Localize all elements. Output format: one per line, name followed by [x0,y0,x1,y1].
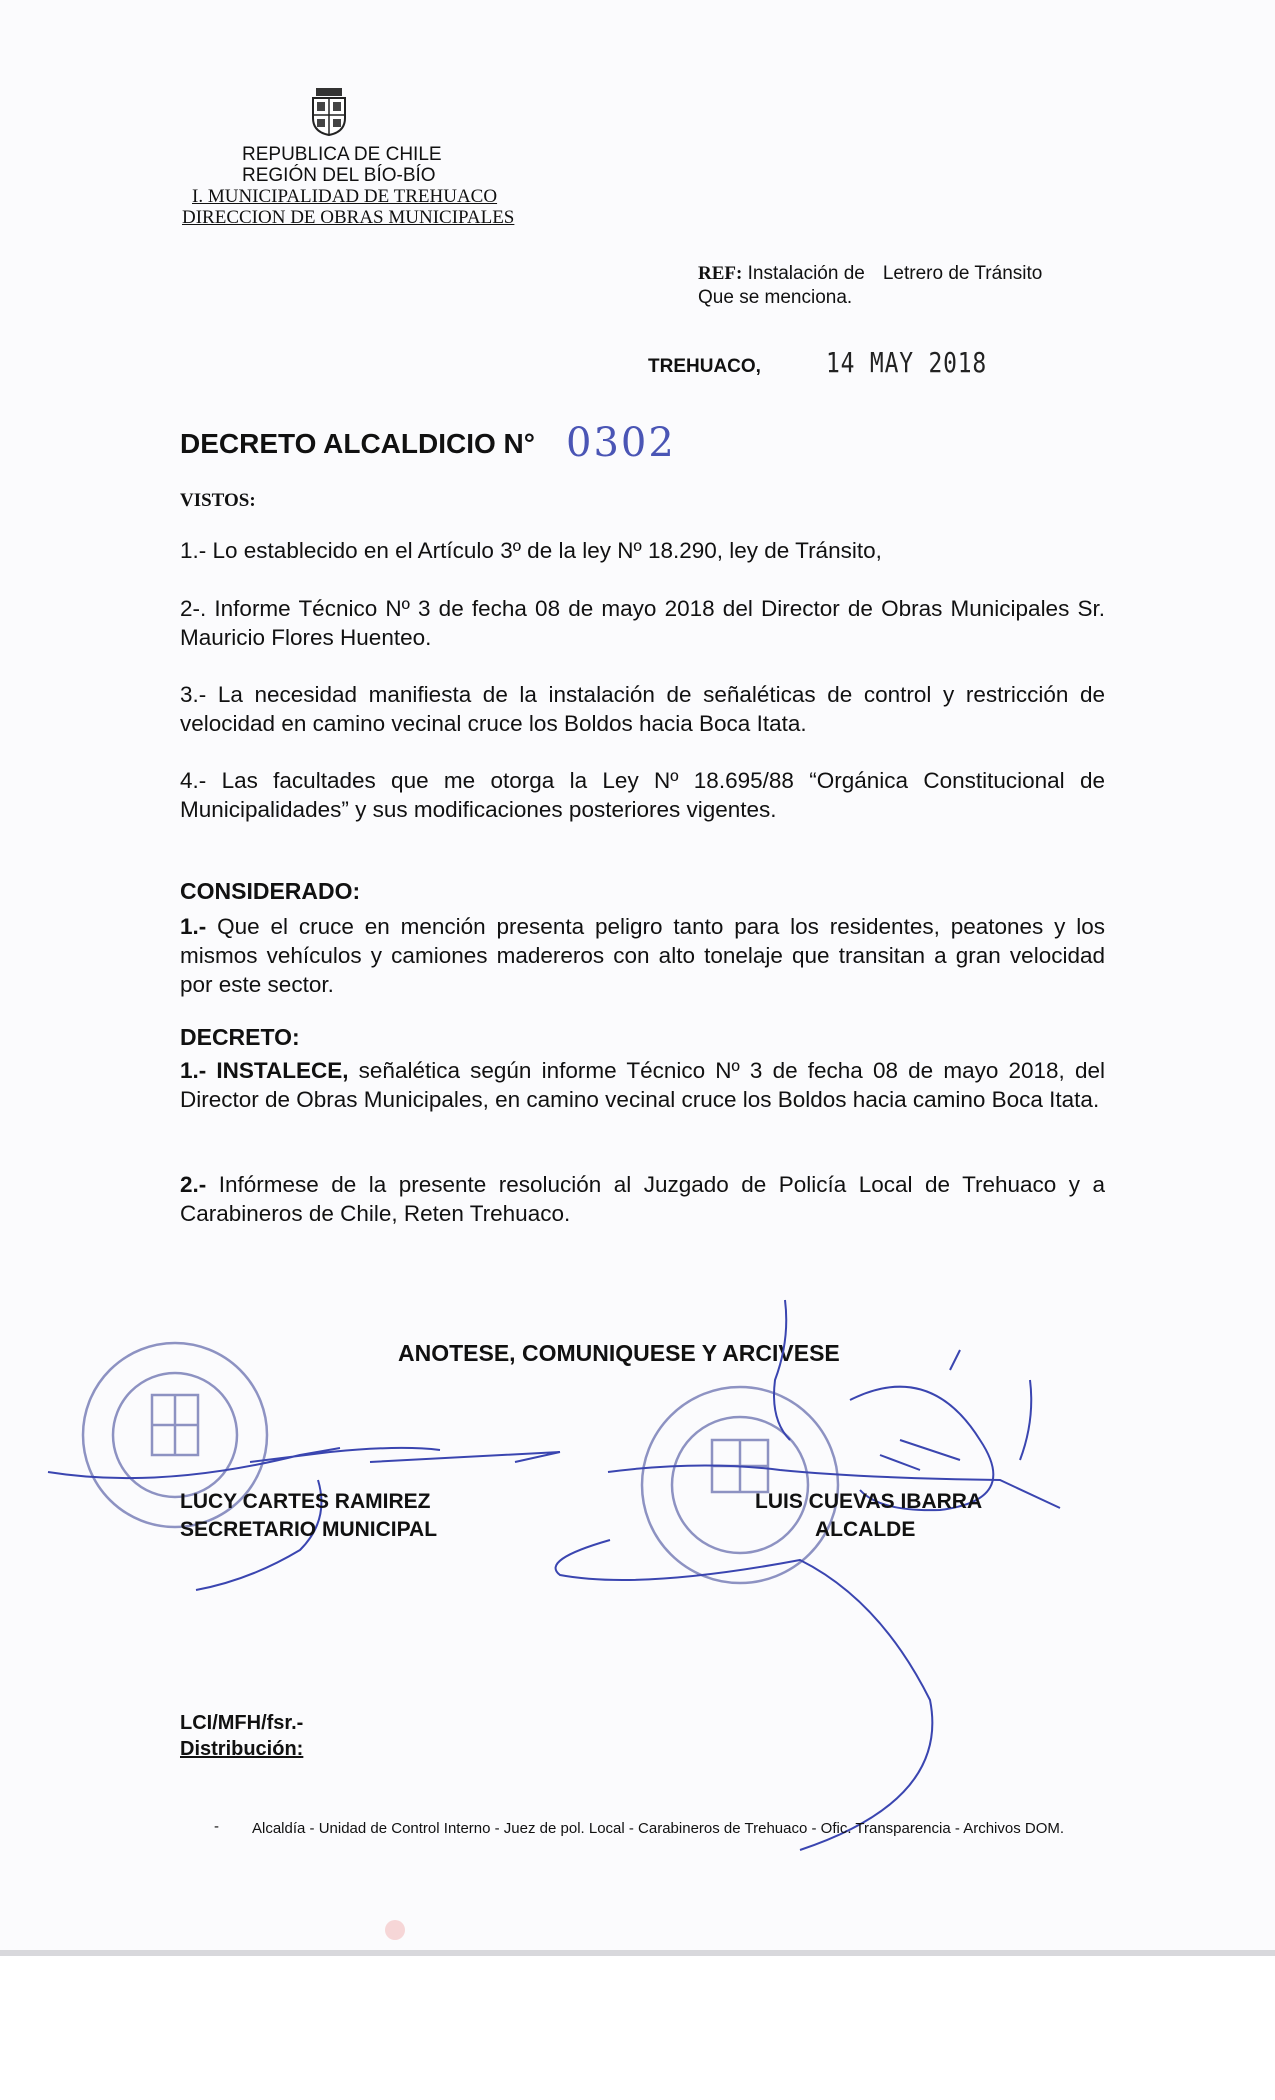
vistos-item-4: 4.- Las facultades que me otorga la Ley Nº 18.695/88 “Orgánica Constitucional de Municipalidades” y sus modificaciones posteriores vigentes. [180,768,1105,822]
considerado-heading: CONSIDERADO: [180,878,361,904]
mayor-title: ALCALDE [815,1518,916,1541]
vistos-item-2: 2-. Informe Técnico Nº 3 de fecha 08 de mayo 2018 del Director de Obras Municipales Sr. Mauricio Flores Huenteo. [180,596,1105,650]
decreto-heading: DECRETO: [180,1024,300,1050]
ref-line2: Que se menciona. [698,287,853,308]
vistos-item-3: 3.- La necesidad manifiesta de la instalación de señaléticas de control y restricción de velocidad en camino vecinal cruce los Boldos hacia Boca Itata. [180,682,1105,736]
initials: LCI/MFH/fsr.- [180,1712,304,1734]
considerado-item-1-number: 1.- [180,914,207,939]
decree-number-handwritten: 0302 [566,420,676,466]
distribution-list: Alcaldía - Unidad de Control Interno - Juez de pol. Local - Carabineros de Trehuaco - Ofic. Transparencia - Archivos DOM. [252,1820,1065,1837]
closing-formula: ANOTESE, COMUNIQUESE Y ARCIVESE [398,1340,840,1366]
ref-line1a: Instalación de [747,263,865,284]
letterhead-department: DIRECCION DE OBRAS MUNICIPALES [182,207,515,228]
decreto-item-1-number: 1.- INSTALECE, [180,1058,349,1083]
date-stamp: 14 MAY 2018 [826,346,988,379]
vistos-heading: VISTOS: [180,490,256,511]
place-label: TREHUACO, [648,356,761,377]
decreto-item-1-text: señalética según informe Técnico Nº 3 de fecha 08 de mayo 2018, del Director de Obras Municipales, en camino vecinal cruce los Boldos hacia camino Boca Itata. [180,1058,1105,1112]
secretary-name: LUCY CARTES RAMIREZ [180,1490,431,1513]
considerado-item-1-text: Que el cruce en mención presenta peligro tanto para los residentes, peatones y los mismos vehículos y camiones madereros con alto tonelaje que transitan a gran velocidad por este sector. [180,914,1105,997]
decreto-item-2-text: Infórmese de la presente resolución al Juzgado de Policía Local de Trehuaco y a Carabineros de Chile, Reten Trehuaco. [180,1172,1105,1226]
ref-label: REF: [698,263,743,284]
mayor-name: LUIS CUEVAS IBARRA [755,1490,983,1513]
vistos-item-1: 1.- Lo establecido en el Artículo 3º de la ley Nº 18.290, ley de Tránsito, [180,538,882,563]
letterhead-municipality: I. MUNICIPALIDAD DE TREHUACO [192,186,498,207]
decree-title: DECRETO ALCALDICIO N° [180,428,535,459]
secretary-signature-block [180,1488,437,1544]
distribution-bullet: - [214,1818,219,1835]
mayor-signature-block [755,1488,982,1544]
secretary-title: SECRETARIO MUNICIPAL [180,1518,438,1541]
ink-smudge [385,1920,405,1940]
mayor-signature [556,1300,1060,1850]
letterhead-country: REPUBLICA DE CHILE [242,144,442,165]
distribution-heading: Distribución: [180,1738,304,1760]
mayor-stamp [642,1387,838,1583]
letterhead-region: REGIÓN DEL BÍO-BÍO [242,165,436,186]
decreto-item-2-number: 2.- [180,1172,207,1197]
ref-line1b: Letrero de Tránsito [882,263,1043,284]
